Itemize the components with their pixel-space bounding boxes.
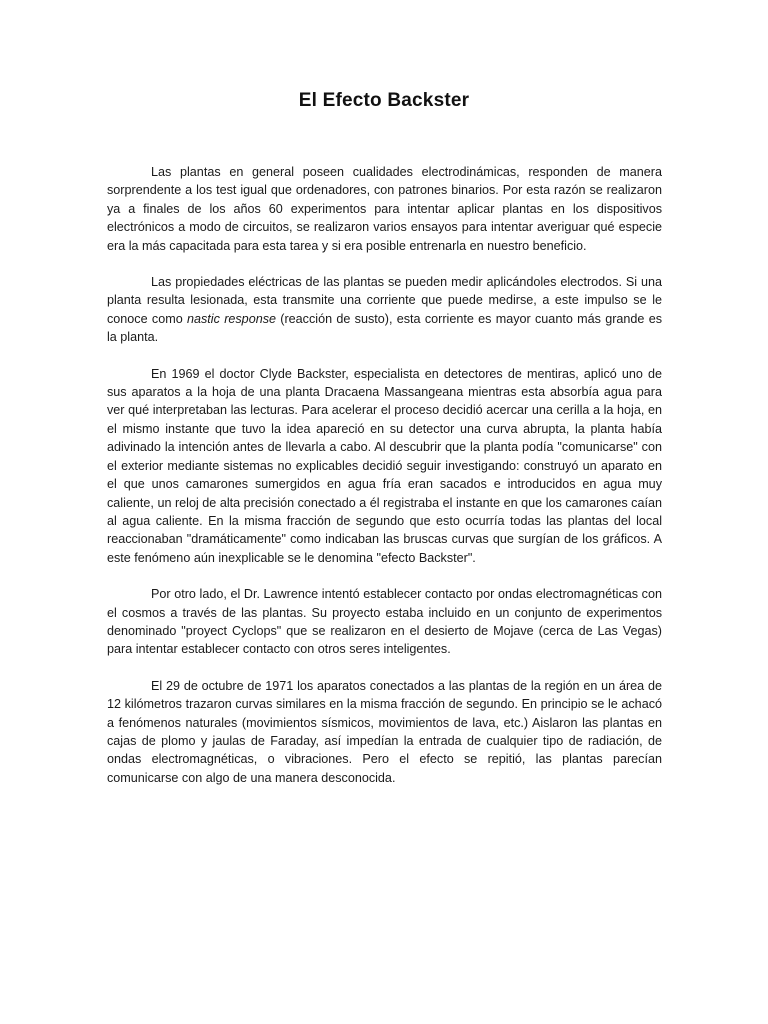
paragraph-2-italic-term: nastic response xyxy=(187,311,276,326)
paragraph-2-text-before: Las propiedades eléctricas de las plantas se pueden medir aplicándoles electrodos. Si una planta resulta lesionada, esta transmite una corriente que puede medirse, a este impulso se le conoce como xyxy=(107,275,662,326)
paragraph-3: En 1969 el doctor Clyde Backster, especialista en detectores de mentiras, aplicó uno de sus aparatos a la hoja de una planta Dracaena Massangeana mientras esta absorbía agua para ver qué interpretaban las lecturas. Para acelerar el proceso decidió acercar una cerilla a la hoja, en el mismo instante que tuvo la idea apareció en su detector una curva abrupta, la planta había adivinado la intención antes de llevarla a cabo. Al descubrir que la planta podía "comunicarse" con el exterior mediante sistemas no explicables decidió seguir investigando: construyó un aparato en el que unos camarones sumergidos en agua fría eran sacados e introducidos en agua muy caliente, un reloj de alta precisión conectado a él registraba el instante en que los camarones caían al agua caliente. En la misma fracción de segundo que esto ocurría todas las plantas del local reaccionaban "dramáticamente" como indicaban las bruscas curvas que surgían de los gráficos. A este fenómeno aún inexplicable se le denomina "efecto Backster". xyxy=(107,366,662,565)
paragraph-4: Por otro lado, el Dr. Lawrence intentó establecer contacto por ondas electromagnéticas con el cosmos a través de las plantas. Su proyecto estaba incluido en un conjunto de experimentos denominado "proyect Cyclops" que se realizaron en el desierto de Mojave (cerca de Las Vegas) para intentar establecer contacto con otros seres inteligentes. xyxy=(107,587,662,657)
paragraph-5: El 29 de octubre de 1971 los aparatos conectados a las plantas de la región en un área de 12 kilómetros trazaron curvas similares en la misma fracción de segundo. En principio se le achacó a fenómenos naturales (movimientos sísmicos, movimientos de lava, etc.) Aislaron las plantas en cajas de plomo y jaulas de Faraday, así impedían la entrada de cualquier tipo de radiación, de ondas electromagnéticas, o vibraciones. Pero el efecto se repitió, las plantas parecían comunicarse con algo de una manera desconocida. xyxy=(107,678,662,785)
paragraph-2-text-after: (reacción de susto), esta corriente es mayor cuanto más grande es la planta. xyxy=(107,311,663,345)
paragraph-2 xyxy=(107,273,662,347)
document-title: El Efecto Backster xyxy=(298,90,470,111)
document-body xyxy=(107,163,662,805)
paragraph-1: Las plantas en general poseen cualidades electrodinámicas, responden de manera sorprendente a los test igual que ordenadores, con patrones binarios. Por esta razón se realizaron ya a finales de los años 60 experimentos para intentar aplicar plantas en los dispositivos electrónicos a modo de circuitos, se realizaron varios ensayos para intentar averiguar qué especie era la más capacitada para esta tarea y si era posible entrenarla en nuestro beneficio. xyxy=(107,165,662,253)
